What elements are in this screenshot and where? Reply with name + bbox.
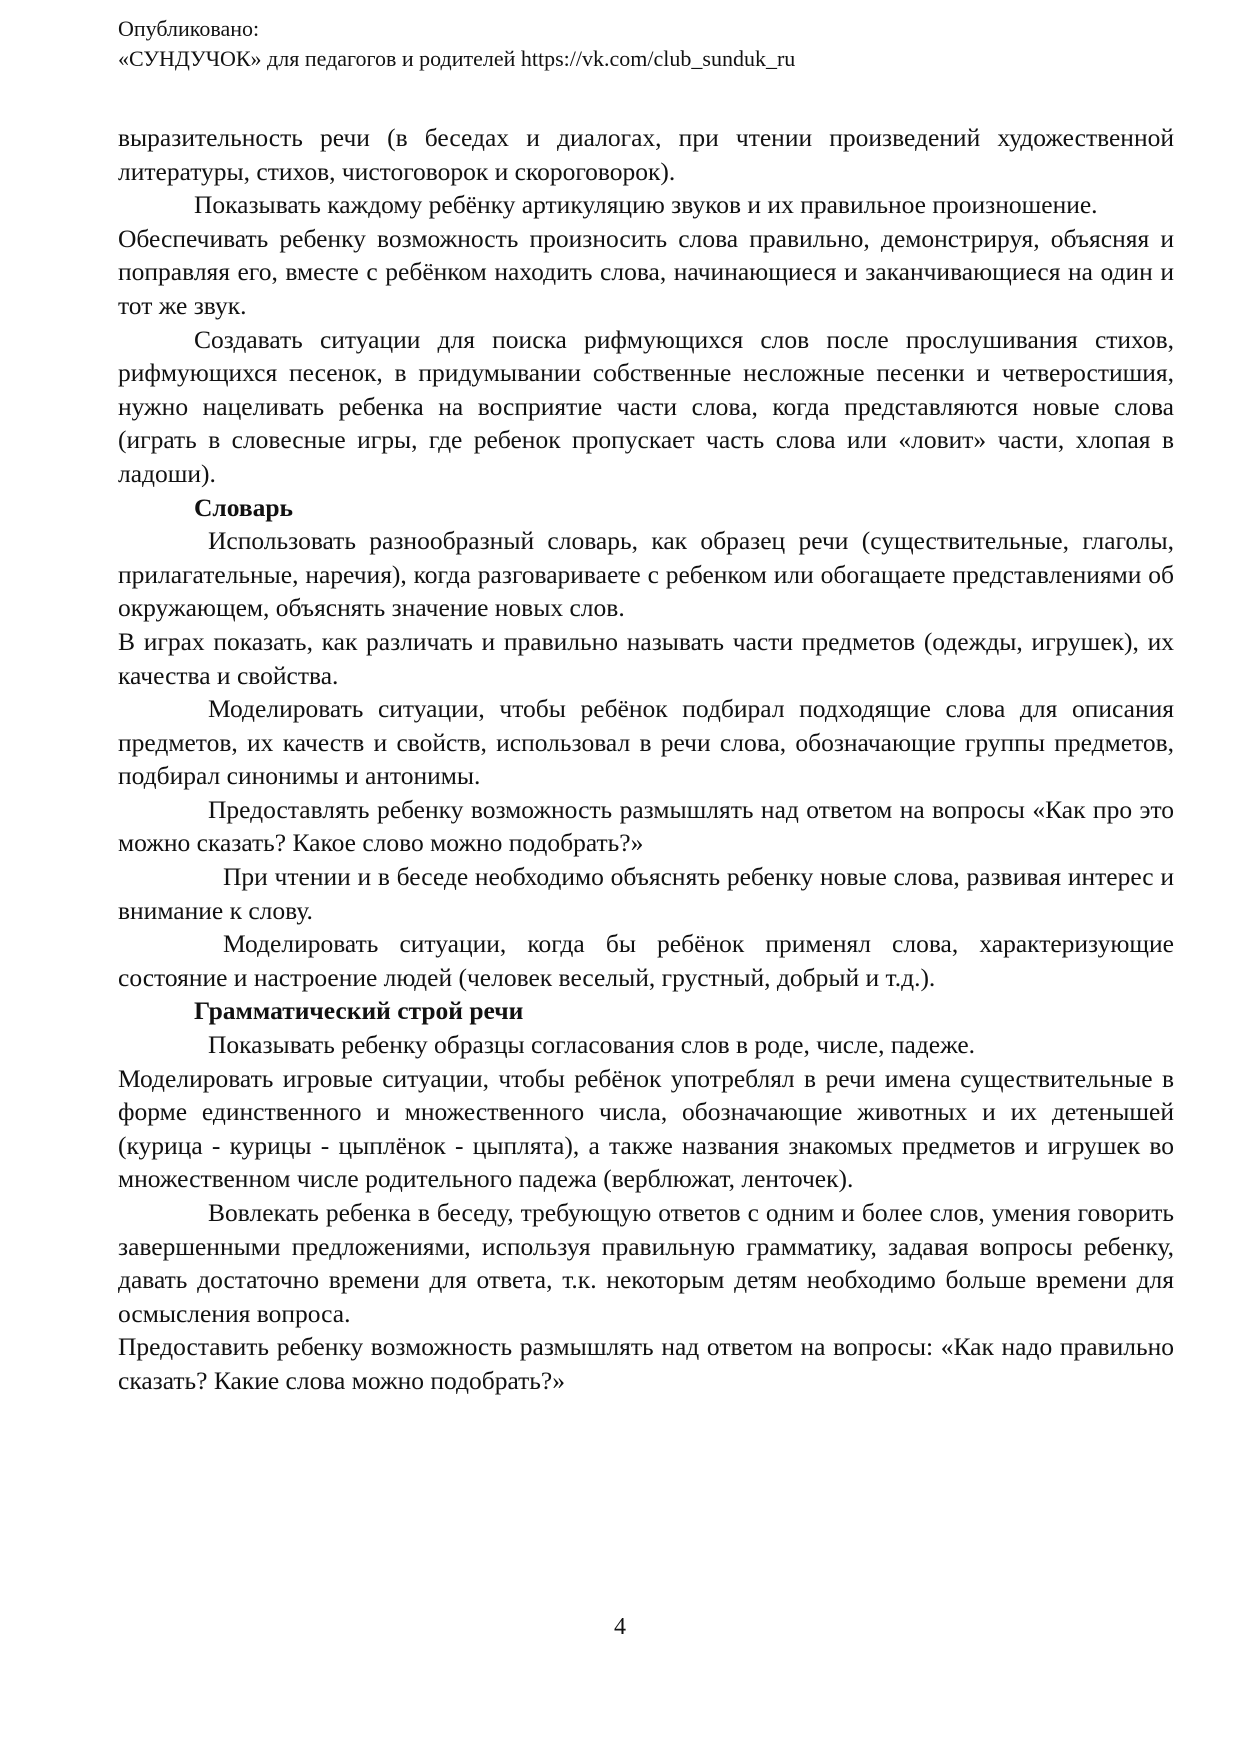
section-heading-grammar: Грамматический строй речи (194, 996, 524, 1026)
header-published-label: Опубликовано: (118, 16, 260, 41)
paragraph-explain-new-words: При чтении и в беседе необходимо объяснять ребенку новые слова, развивая интерес и внимание к слову. (118, 862, 1174, 925)
paragraph-agreement-samples: Показывать ребенку образцы согласования слов в роде, числе, падеже. (208, 1030, 976, 1060)
paragraph-think-about-answers: Предоставлять ребенку возможность размышлять над ответом на вопросы «Как про это можно сказать? Какое слово можно подобрать?» (118, 794, 1174, 858)
section-heading-vocabulary: Словарь (194, 492, 294, 522)
paragraph-expressiveness: выразительность речи (в беседах и диалогах, при чтении произведений художественной литературы, стихов, чистоговорок и скороговорок). (118, 123, 1174, 186)
document-body (118, 121, 1174, 1398)
paragraph-mood-words: Моделировать ситуации, когда бы ребёнок применял слова, характеризующие состояние и настроение людей (человек веселый, грустный, добрый и т.д.). (118, 929, 1174, 992)
paragraph-conversation: Вовлекать ребенка в беседу, требующую ответов с одним и более слов, умения говорить завершенными предложениями, используя правильную грамматику, задавая вопросы ребенку, давать достаточно времени для ответа, т.к. некоторым детям необходимо больше времени для осмысления вопроса. (118, 1198, 1174, 1328)
header-source-line: «СУНДУЧОК» для педагогов и родителей https://vk.com/club_sunduk_ru (118, 46, 796, 71)
paragraph-how-to-say: Предоставить ребенку возможность размышлять над ответом на вопросы: «Как надо правильно сказать? Какие слова можно подобрать?» (118, 1332, 1174, 1395)
paragraph-rhymes: Создавать ситуации для поиска рифмующихся слов после прослушивания стихов, рифмующихся песенок, в придумывании собственные несложные песенки и четверостишия, нужно нацеливать ребенка на восприятие части слова, когда представляются новые слова (играть в словесные игры, где ребенок пропускает часть слова или «ловит» части, хлопая в ладоши). (118, 324, 1174, 488)
paragraph-articulation: Показывать каждому ребёнку артикуляцию звуков и их правильное произношение. (194, 190, 1098, 220)
page-number: 4 (614, 1614, 626, 1640)
paragraph-varied-vocabulary: Использовать разнообразный словарь, как образец речи (существительные, глаголы, прилагательные, наречия), когда разговариваете с ребенком или обогащаете представлениями об окружающем, объяснять значение новых слов. (118, 526, 1174, 623)
publication-header (118, 14, 1178, 74)
paragraph-object-parts: В играх показать, как различать и правильно называть части предметов (одежды, игрушек), их качества и свойства. (118, 626, 1174, 690)
paragraph-pronunciation: Обеспечивать ребенку возможность произносить слова правильно, демонстрируя, объясняя и поправляя его, вместе с ребёнком находить слова, начинающиеся и заканчивающиеся на один и тот же звук. (118, 223, 1174, 320)
paragraph-game-situations: Моделировать игровые ситуации, чтобы ребёнок употреблял в речи имена существительные в форме единственного и множественного числа, обозначающие животных и их детенышей (курица - курицы - цыплёнок - цыплята), а также названия знакомых предметов и игрушек во множественном числе родительного падежа (верблюжат, ленточек). (118, 1063, 1174, 1194)
paragraph-model-situations: Моделировать ситуации, чтобы ребёнок подбирал подходящие слова для описания предметов, их качеств и свойств, использовал в речи слова, обозначающие группы предметов, подбирал синонимы и антонимы. (118, 694, 1174, 791)
